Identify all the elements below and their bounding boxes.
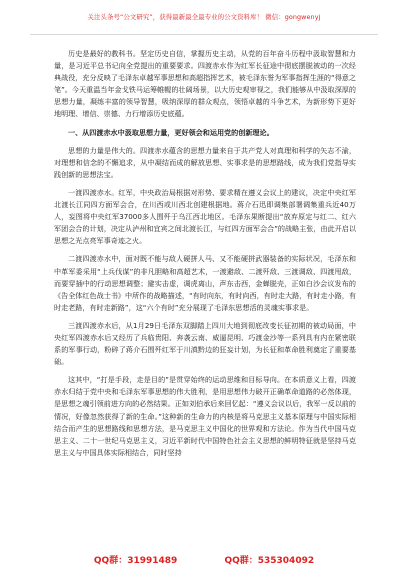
- body-paragraph: 三渡四渡赤水后，从1月29日毛泽东双脚踏上四川大地到彻底改变长征初期的被动局面，中央红军四渡赤水后又经历了兵临贵阳、奔袭云南、威逼昆明、巧渡金沙等一系列具有内在紧密联系的军事行动，粉碎了蒋介石围歼红军于川滇黔边的狂妄计划，为长征和革命胜利奠定了重要基础。: [54, 320, 356, 367]
- body-paragraph: 思想的力量是伟大的。四渡赤水蕴含的思想力量来自于共产党人对真理和科学的矢志不渝，对理想和信念的不懈追求，从中凝结而成的解放思想、实事求是的思想路线，成为我们党指导实践创新的思想法宝。: [54, 145, 356, 179]
- body-paragraph: 二渡四渡赤水中，面对既不能与敌人硬拼人马、又不能硬拼武器装备的实际状况，毛泽东和中革军委采用“上兵伐谋”的非凡胆略和高超艺术，一渡避敌、二渡歼敌、三渡调敌、四渡甩敌，而要穿插中的行动思想调整；避实击虚，调虎离山，声东击西，金蝉脱壳，正如白沙会议发布的《告全体红色战士书》中所作的战略描述，“有时向东，有时向西，有时走大路，有时走小路，有时走老路，有时走新路”，这“六个有时”充分展现了毛泽东思想活的灵魂实事求是。: [54, 254, 356, 312]
- body-paragraph: 历史是最好的教科书。坚定历史自信，掌握历史主动，从党的百年奋斗历程中汲取智慧和力量，是习近平总书记向全党提出的重要要求。四渡赤水作为红军长征途中彻底摆脱被动的一次经典战役，充分反映了毛泽东卓越军事思想和高超指挥艺术，被毛泽东誉为军事指挥生涯的“得意之笔”。今天重温当年金戈铁马运筹帷幄的壮阔场景，以大历史观审视之，我们能够从中汲取深厚的思想力量，凝练丰富的领导智慧，吸纳深厚的群众观点，领悟卓越的斗争艺术，为新形势下更好地明理、增信、崇德、力行增添历史底蕴。: [54, 49, 356, 119]
- header-banner: 关注头条号“公文研究”，获得最新最全最专业的公文资料库！ 微信：gongwenyj: [87, 13, 321, 21]
- footer-qq-group-2: QQ群：535304092: [224, 556, 315, 566]
- footer-qq-group-1: QQ群：31991489: [93, 556, 178, 566]
- document-body: [54, 48, 356, 465]
- body-paragraph: 一渡四渡赤水。红军，中央政治局根据对形势、要求精在遵义会议上的建议，决定中央红军北渡长江同四方面军会合，在川西或川西北创建根据地。蒋介石迅即调集部署调集重兵近40万人，妄图将中央红军37000多人围歼于乌江西北地区。毛泽东果断提出“放弃原定与红二、红六军团会合的计划，决定从泸州和宜宾之间北渡长江，与红四方面军会合”的战略主张，由此开启以思想之光点亮军事奇迹之火。: [54, 187, 356, 246]
- footer-contact: [0, 553, 408, 566]
- body-paragraph: 这其中，“打是手段，走是目的”是贯穿始终的运动思维和目标导向。在本质意义上看，四渡赤水归结于党中央和毛泽东军事思想的伟大胜利，是用思想伟力破开正确革命道路的必然体现，是思想之魂引领前进方向的必然结果。正如刘伯承后来回忆起：“遵义会议以后，我军一反以前的情况，好像忽然获得了新的生命。”这种新的生命力的内核是将马克思主义基本原理与中国实际相结合而产生的思想路线和思想方法，是马克思主义中国化的世界观和方法论。作为当代中国马克思主义、二十一世纪马克思主义，习近平新时代中国特色社会主义思想的鲜明特征就是坚持马克思主义与中国具体实际相结合，同时坚持: [54, 375, 356, 457]
- section-heading: 一、从四渡赤水中汲取思想力量，更好领会和运用党的创新理论。: [68, 127, 274, 137]
- header-divider: [30, 34, 378, 35]
